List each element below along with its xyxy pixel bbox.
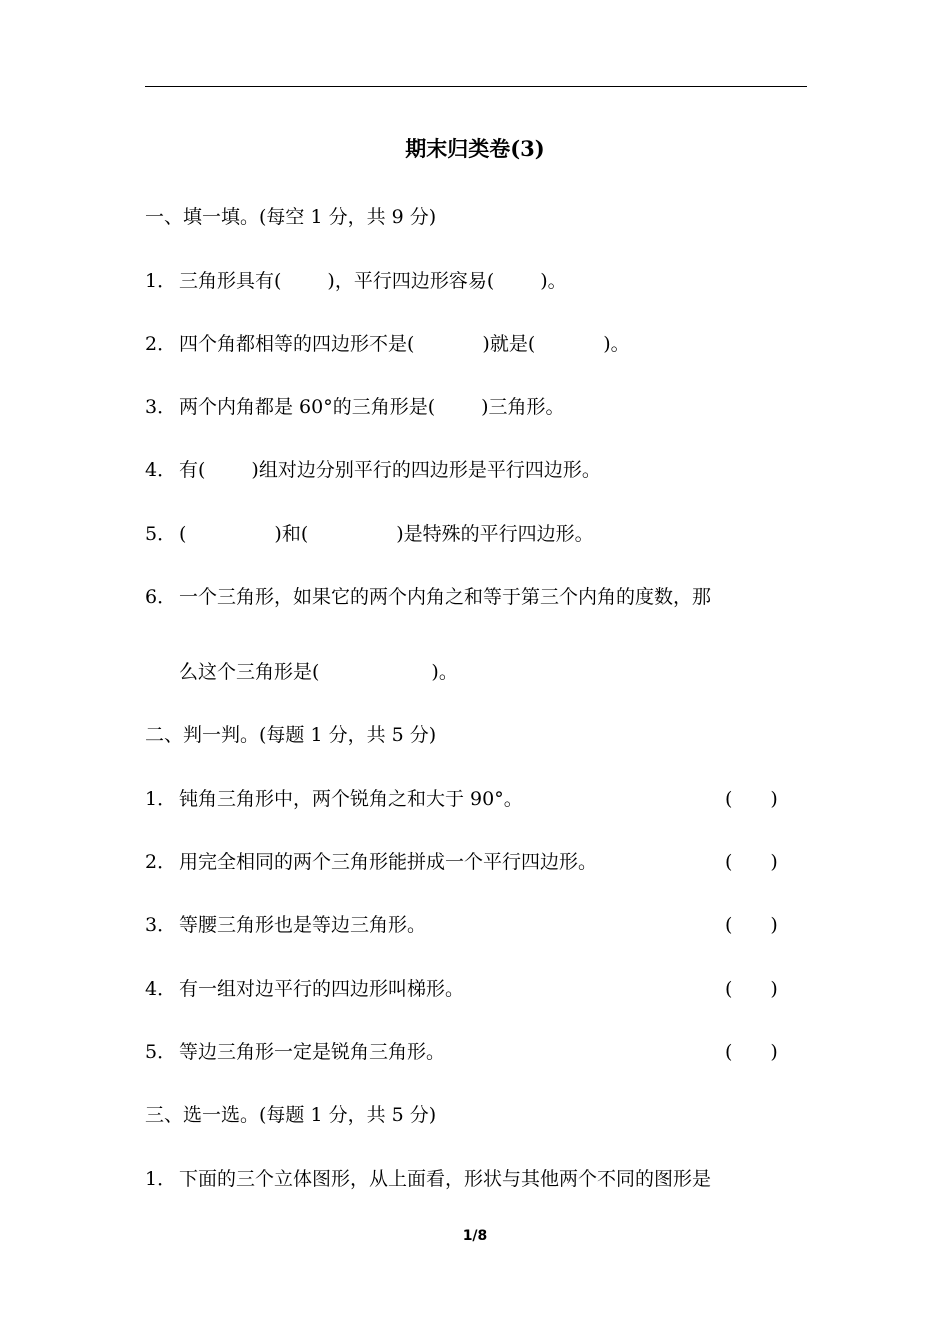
question-text: 么这个三角形是(	[179, 661, 320, 683]
question-text: )，平行四边形容易(	[327, 270, 495, 292]
section-2-heading: 二、判一判。(每题 1 分，共 5 分)	[145, 724, 437, 746]
question-number: 1．	[145, 1168, 177, 1190]
answer-parentheses[interactable]: ( )	[725, 978, 778, 1000]
question-number: 1．	[145, 788, 177, 810]
page-title: 期末归类卷(3)	[405, 136, 545, 161]
question-number: 5．	[145, 1041, 177, 1063]
fill-question-3	[145, 394, 565, 420]
judge-question-2	[145, 849, 597, 875]
fill-question-1	[145, 268, 567, 294]
page-number: 1/8	[462, 1228, 488, 1244]
question-text: 四个角都相等的四边形不是(	[179, 333, 415, 355]
question-text: )三角形。	[481, 396, 565, 418]
question-text: 用完全相同的两个三角形能拼成一个平行四边形。	[179, 851, 598, 873]
question-number: 5．	[145, 523, 177, 545]
question-text: 钝角三角形中，两个锐角之和大于 90°。	[179, 788, 523, 810]
question-text: )。	[431, 661, 458, 683]
question-number: 4．	[145, 459, 177, 481]
question-text: 三角形具有(	[179, 270, 282, 292]
question-text: 等边三角形一定是锐角三角形。	[179, 1041, 446, 1063]
fill-question-6-continued	[179, 659, 458, 685]
judge-question-1	[145, 786, 523, 812]
question-number: 6．	[145, 586, 177, 608]
question-number: 2．	[145, 333, 177, 355]
question-text: 一个三角形，如果它的两个内角之和等于第三个内角的度数，那	[179, 586, 712, 608]
question-text: )。	[603, 333, 630, 355]
answer-parentheses[interactable]: ( )	[725, 851, 778, 873]
fill-question-4	[145, 457, 601, 483]
judge-question-3	[145, 912, 426, 938]
question-number: 3．	[145, 914, 177, 936]
question-text: 有一组对边平行的四边形叫梯形。	[179, 978, 465, 1000]
question-text: 有(	[179, 459, 206, 481]
fill-question-6	[145, 584, 711, 610]
question-text: 下面的三个立体图形，从上面看，形状与其他两个不同的图形是	[179, 1168, 712, 1190]
fill-question-2	[145, 331, 630, 357]
question-text: )是特殊的平行四边形。	[396, 523, 594, 545]
judge-question-5	[145, 1039, 445, 1065]
section-3-heading: 三、选一选。(每题 1 分，共 5 分)	[145, 1104, 437, 1126]
question-number: 1．	[145, 270, 177, 292]
question-number: 3．	[145, 396, 177, 418]
answer-parentheses[interactable]: ( )	[725, 788, 778, 810]
section-1-heading: 一、填一填。(每空 1 分，共 9 分)	[145, 206, 437, 228]
fill-question-5	[145, 521, 594, 547]
question-number: 2．	[145, 851, 177, 873]
header-rule	[145, 86, 807, 87]
question-text: 等腰三角形也是等边三角形。	[179, 914, 427, 936]
question-text: )组对边分别平行的四边形是平行四边形。	[251, 459, 601, 481]
question-text: )。	[540, 270, 567, 292]
question-text: )和(	[274, 523, 309, 545]
question-number: 4．	[145, 978, 177, 1000]
answer-parentheses[interactable]: ( )	[725, 1041, 778, 1063]
question-text: 两个内角都是 60°的三角形是(	[179, 396, 436, 418]
question-text: (	[179, 523, 187, 545]
answer-parentheses[interactable]: ( )	[725, 914, 778, 936]
question-text: )就是(	[482, 333, 536, 355]
choice-question-1	[145, 1166, 711, 1192]
judge-question-4	[145, 976, 464, 1002]
